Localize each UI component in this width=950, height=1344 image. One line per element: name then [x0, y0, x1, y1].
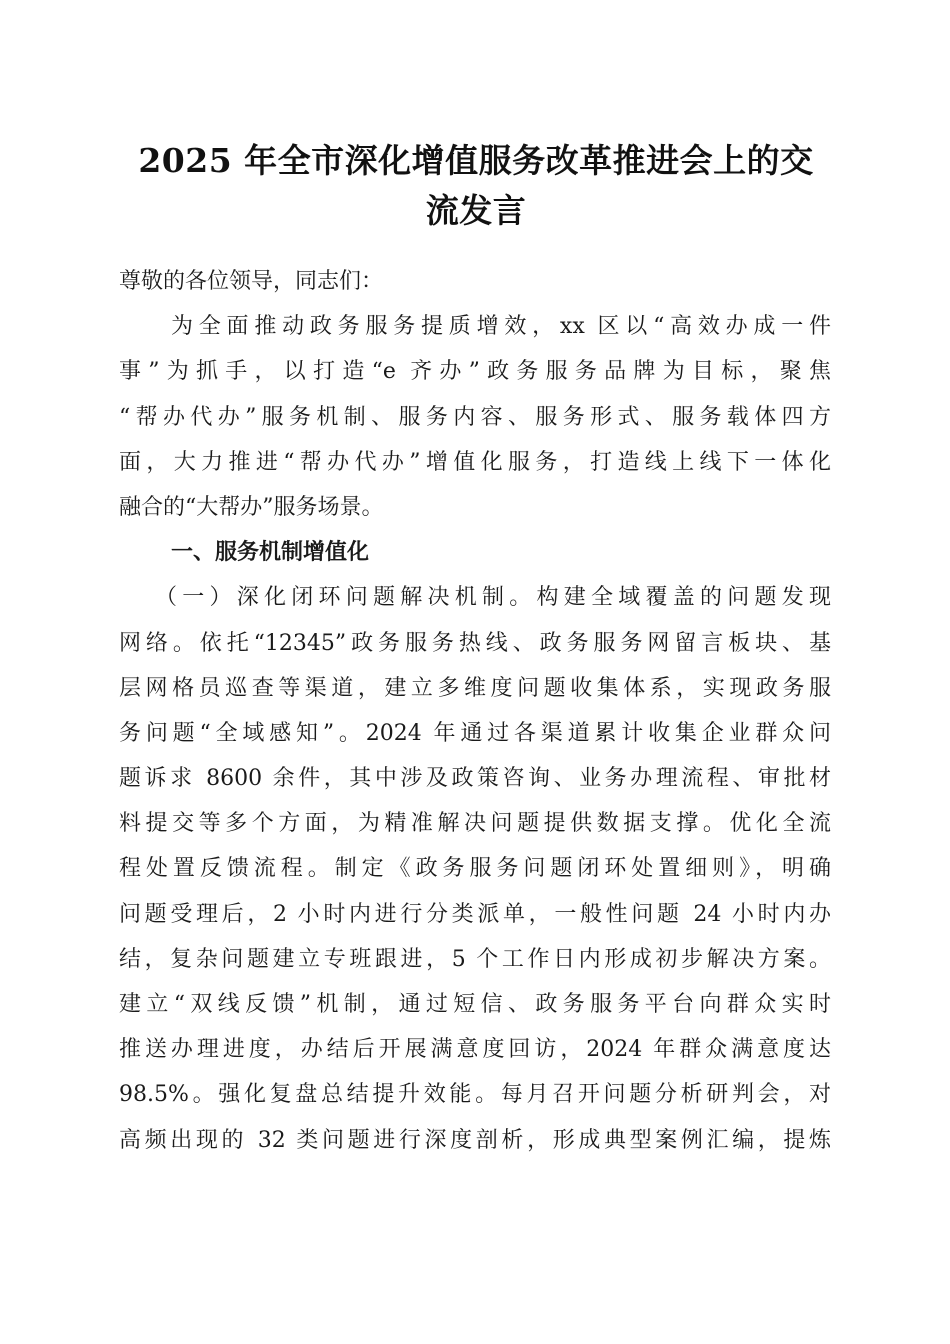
title-line-2: 流发言: [425, 191, 527, 230]
section-line: 网络。依托“12345”政务服务热线、政务服务网留言板块、基: [119, 630, 831, 656]
section-line: 推送办理进度，办结后开展满意度回访，2024 年群众满意度达: [119, 1037, 831, 1063]
section-line: 高频出现的 32 类问题进行深度剖析，形成典型案例汇编，提炼: [119, 1127, 831, 1153]
document-title: [120, 136, 832, 236]
section-line: （一）深化闭环问题解决机制。构建全域覆盖的问题发现: [155, 585, 831, 611]
section-line: 题诉求 8600 余件，其中涉及政策咨询、业务办理流程、审批材: [119, 766, 831, 792]
intro-line: 事”为抓手，以打造“e 齐办”政务服务品牌为目标，聚焦: [119, 359, 831, 385]
section-line: 结，复杂问题建立专班跟进，5 个工作日内形成初步解决方案。: [119, 946, 831, 972]
section-line: 层网格员巡查等渠道，建立多维度问题收集体系，实现政务服: [119, 675, 831, 701]
title-line-1: 2025 年全市深化增值服务改革推进会上的交: [138, 141, 814, 180]
intro-line: “帮办代办”服务机制、服务内容、服务形式、服务载体四方: [119, 404, 831, 430]
section-line: 程处置反馈流程。制定《政务服务问题闭环处置细则》，明确: [119, 856, 831, 882]
section-line: 98.5%。强化复盘总结提升效能。每月召开问题分析研判会，对: [119, 1082, 831, 1108]
section-line: 建立“双线反馈”机制，通过短信、政务服务平台向群众实时: [119, 992, 831, 1017]
intro-line: 为全面推动政务服务提质增效，xx 区以“高效办成一件: [171, 314, 831, 340]
section-heading: 一、服务机制增值化: [171, 540, 370, 566]
section-line: 务问题“全域感知”。2024 年通过各渠道累计收集企业群众问: [119, 720, 831, 746]
section-line: 问题受理后，2 小时内进行分类派单，一般性问题 24 小时内办: [119, 901, 831, 927]
section-line: 料提交等多个方面，为精准解决问题提供数据支撑。优化全流: [119, 811, 831, 837]
intro-line: 面，大力推进“帮办代办”增值化服务，打造线上线下一体化: [119, 449, 831, 475]
intro-line: 融合的“大帮办”服务场景。: [119, 494, 384, 520]
document-body: [119, 259, 831, 1163]
salutation: 尊敬的各位领导，同志们：: [119, 269, 384, 294]
